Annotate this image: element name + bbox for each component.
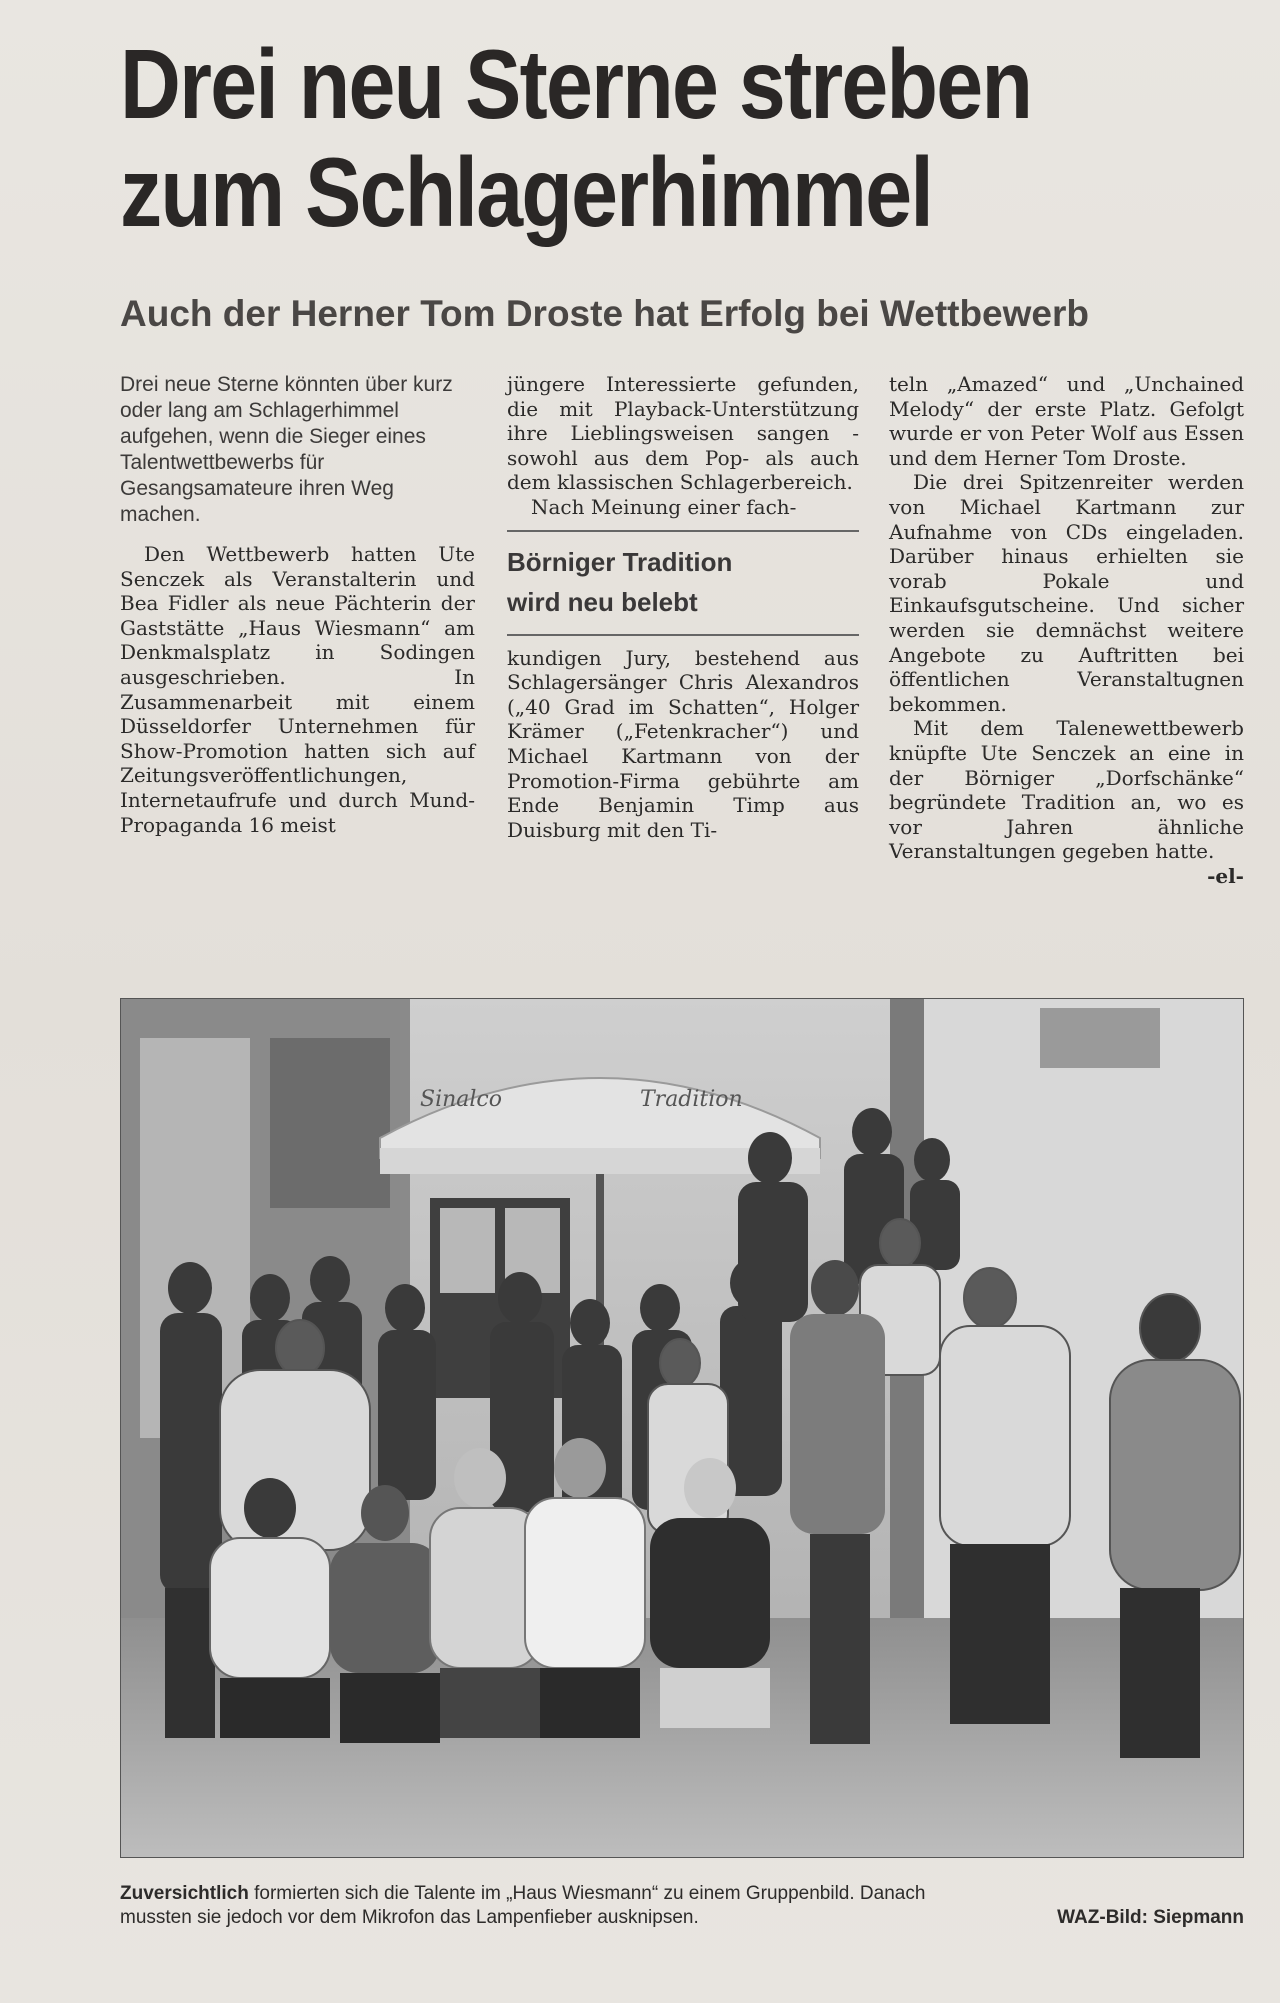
headline-line-2: zum Schlagerhimmel xyxy=(120,137,933,247)
article-paragraph: Die drei Spitzenreiter werden von Michael Kartmann zur Aufnahme von CDs eingeladen. Darüber hinaus erhielten sie vorab Pokale und Einkaufsgutscheine. Und sicher werden sie demnächst weitere Angebote zu Auftritten bei öffentlichen Veranstaltugnen bekommen. xyxy=(889,470,1244,716)
umbrella-text: Sinalco xyxy=(420,1087,502,1112)
caption-line-2 xyxy=(120,1906,1244,1930)
intertitle-line-2: wird neu belebt xyxy=(507,586,698,617)
article-paragraph-text: Mit dem Talenewettbewerb knüpfte Ute Senczek an eine in der Börniger „Dorfschänke“ begründete Tradition an, wo es vor Jahren ähnliche Veranstaltungen gegeben hatte. xyxy=(889,716,1244,864)
umbrella-text: Tradition xyxy=(640,1087,743,1112)
article-paragraph xyxy=(889,716,1244,888)
caption-line-1 xyxy=(120,1882,1244,1906)
article-column-3 xyxy=(889,372,1244,888)
headline xyxy=(120,30,1066,246)
group-photo xyxy=(120,998,1244,1858)
intertitle xyxy=(507,532,859,636)
article-paragraph: jüngere Interessierte gefunden, die mit Playback-Unterstützung ihre Lieblingsweisen sangen - sowohl aus dem Pop- als auch dem klassischen Schlagerbereich. xyxy=(507,372,859,495)
article-paragraph: Den Wettbewerb hatten Ute Senczek als Veranstalterin und Bea Fidler als neue Pächterin der Gaststätte „Haus Wiesmann“ am Denkmalsplatz in Sodingen ausgeschrieben. In Zusammenarbeit mit einem Düsseldorfer Unternehmen für Show-Promotion hatten sich auf Zeitungsveröffentlichungen, Internetaufrufe und durch Mund-Propaganda 16 meist xyxy=(120,542,475,837)
headline-line-1: Drei neu Sterne streben xyxy=(120,29,1032,139)
author-signature: -el- xyxy=(1207,863,1244,888)
article-paragraph: teln „Amazed“ und „Unchained Melody“ der erste Platz. Gefolgt wurde er von Peter Wolf aus Essen und dem Herner Tom Droste. xyxy=(889,372,1244,470)
photo-caption xyxy=(120,1882,1244,1930)
subheadline: Auch der Herner Tom Droste hat Erfolg bei Wettbewerb xyxy=(120,293,1089,334)
caption-text: mussten sie jedoch vor dem Mikrofon das Lampenfieber ausknipsen. xyxy=(120,1907,699,1928)
caption-lead-word: Zuversichtlich xyxy=(120,1883,249,1904)
intertitle-line-1: Börniger Tradition xyxy=(507,546,733,577)
article-lead: Drei neue Sterne könnten über kurz oder lang am Schlagerhimmel aufgehen, wenn die Sieger eines Talentwettbewerbs für Gesangsamateure ihren Weg machen. xyxy=(120,373,453,526)
article-paragraph: Nach Meinung einer fach- xyxy=(531,494,797,519)
article-paragraph: kundigen Jury, bestehend aus Schlagersänger Chris Alexandros („40 Grad im Schatten“, Holger Krämer („Fetenkracher“) und Michael Kartmann von der Promotion-Firma gebührte am Ende Benjamin Timp aus Duisburg mit den Ti- xyxy=(507,645,859,842)
group-photo-image xyxy=(120,998,1244,1858)
caption-text: formierten sich die Talente im „Haus Wiesmann“ zu einem Gruppenbild. Danach xyxy=(248,1883,926,1904)
article-column-1 xyxy=(120,372,475,837)
photo-credit: WAZ-Bild: Siepmann xyxy=(1057,1907,1244,1928)
article-column-2 xyxy=(507,372,859,842)
